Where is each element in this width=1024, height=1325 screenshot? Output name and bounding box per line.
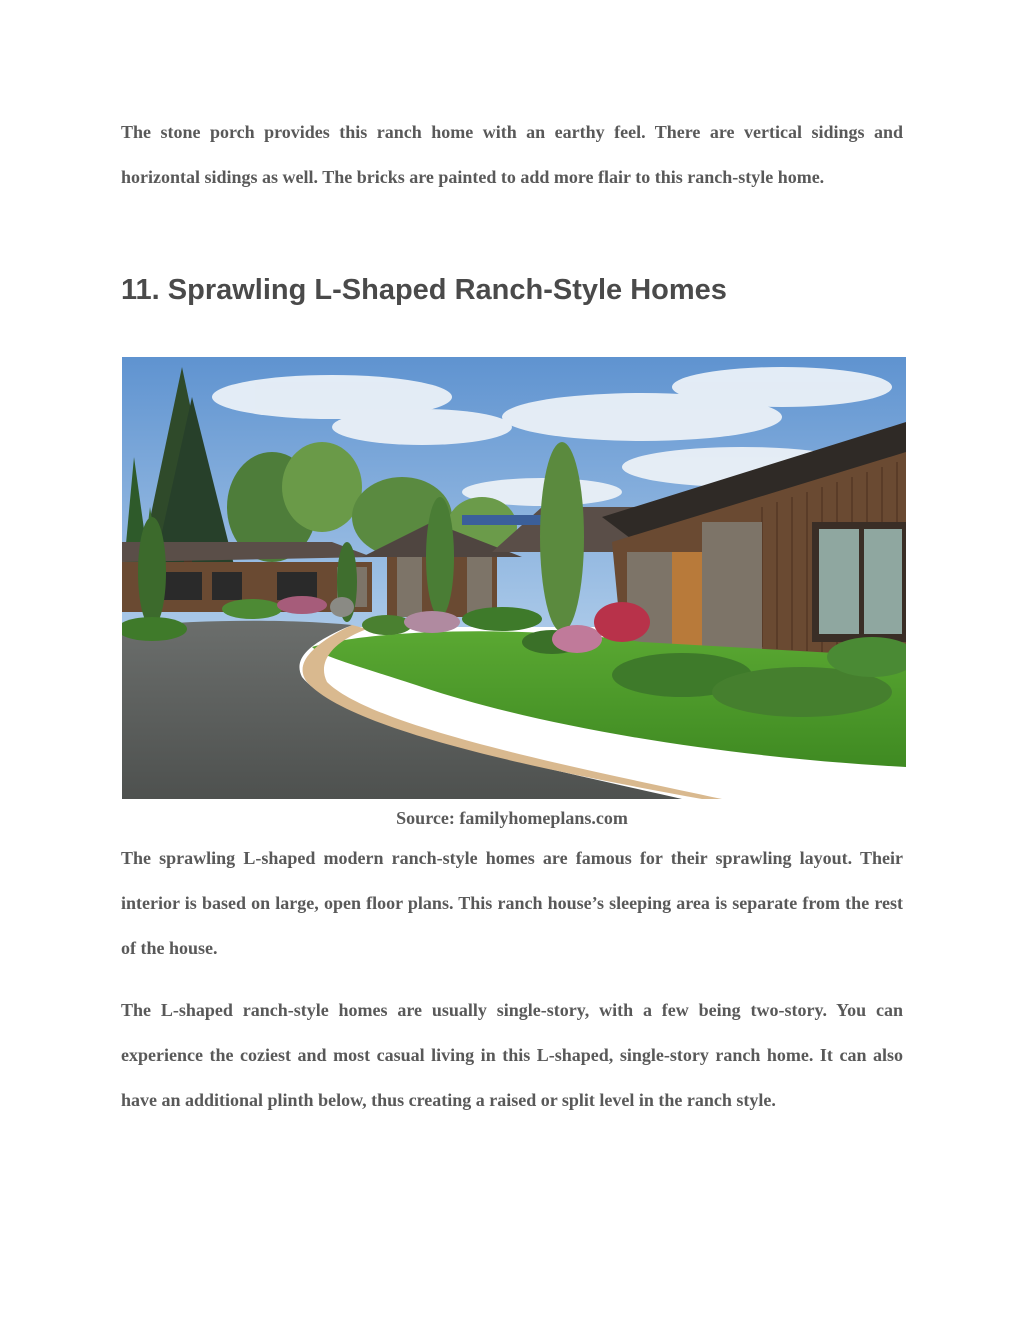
section-heading: 11. Sprawling L-Shaped Ranch-Style Homes: [121, 274, 727, 306]
body-paragraph-1: The sprawling L-shaped modern ranch-style homes are famous for their sprawling layout. Their interior is based on large, open floor plans. This ranch house’s sleeping area is separate from the rest of the house.: [121, 848, 903, 958]
ranch-house-photo: [122, 357, 906, 799]
ranch-house-illustration: [122, 357, 906, 799]
body-paragraph-2: The L-shaped ranch-style homes are usually single-story, with a few being two-story. You can experience the coziest and most casual living in this L-shaped, single-story ranch home. It can also have an additional plinth below, thus creating a raised or split level in the ranch style.: [121, 1000, 903, 1110]
image-caption: Source: familyhomeplans.com: [396, 808, 628, 828]
intro-paragraph: The stone porch provides this ranch home with an earthy feel. There are vertical sidings and horizontal sidings as well. The bricks are painted to add more flair to this ranch-style home.: [121, 122, 903, 187]
